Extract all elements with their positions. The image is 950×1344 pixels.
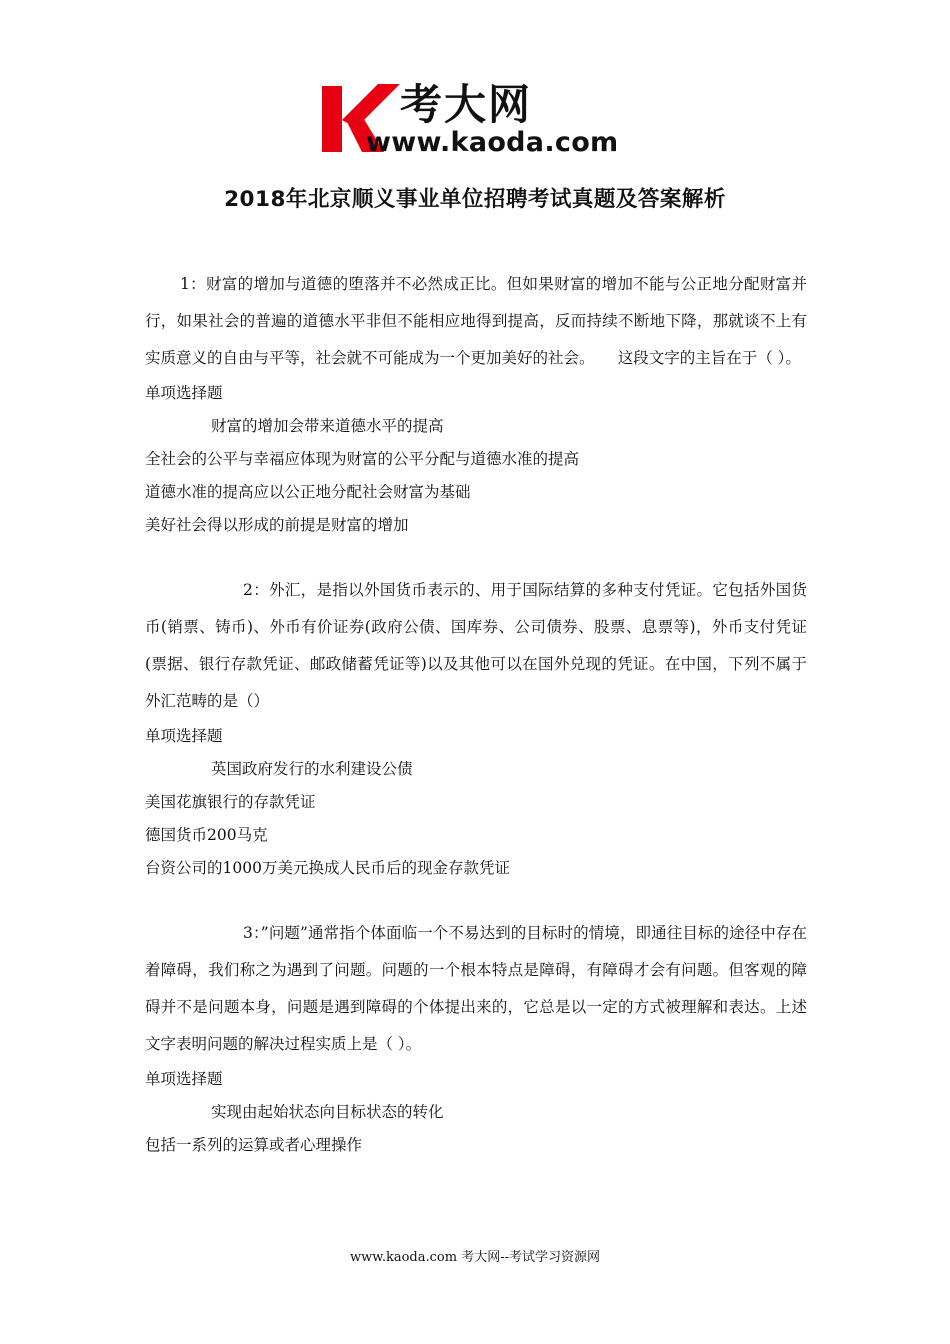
option-a: 实现由起始状态向目标状态的转化 (211, 1103, 444, 1121)
page-title: 2018年北京顺义事业单位招聘考试真题及答案解析 (224, 187, 726, 212)
question-list (145, 266, 807, 1162)
logo-url: www.kaoda.com (366, 127, 619, 158)
question-3 (145, 915, 807, 1162)
page-footer: www.kaoda.com 考大网--考试学习资源网 (350, 1250, 600, 1265)
question-type: 单项选择题 (145, 727, 223, 745)
question-text: 1：财富的增加与道德的堕落并不必然成正比。但如果财富的增加不能与公正地分配财富并行，如果社会的普遍的道德水平非但不能相应地得到提高，反而持续不断地下降，那就谈不上有实质意义的自由与平等，社会就不可能成为一个更加美好的社会。 这段文字的主旨在于（ ）。 (145, 275, 807, 367)
question-text: 2：外汇，是指以外国货币表示的、用于国际结算的多种支付凭证。它包括外国货币(销票、铸币)、外币有价证券(政府公债、国库券、公司债券、股票、息票等)，外币支付凭证(票据、银行存款凭证、邮政储蓄凭证等)以及其他可以在国外兑现的凭证。在中国，下列不属于外汇范畴的是（） (145, 581, 807, 710)
option-b: 全社会的公平与幸福应体现为财富的公平分配与道德水准的提高 (145, 450, 580, 468)
question-1 (145, 266, 807, 542)
question-text: 3：”问题”通常指个体面临一个不易达到的目标时的情境，即通往目标的途径中存在着障碍，我们称之为遇到了问题。问题的一个根本特点是障碍，有障碍才会有问题。但客观的障碍并不是问题本身，问题是遇到障碍的个体提出来的，它总是以一定的方式被理解和表达。上述文字表明问题的解决过程实质上是（ ）。 (145, 924, 807, 1053)
option-b: 包括一系列的运算或者心理操作 (145, 1136, 363, 1154)
option-c: 德国货币200马克 (145, 826, 268, 844)
option-a: 英国政府发行的水利建设公债 (211, 760, 413, 778)
question-type: 单项选择题 (145, 384, 223, 402)
option-d: 台资公司的1000万美元换成人民币后的现金存款凭证 (145, 859, 510, 877)
option-d: 美好社会得以形成的前提是财富的增加 (145, 516, 409, 534)
kaoda-logo (318, 80, 638, 160)
logo-chinese-name: 考大网 (400, 80, 533, 129)
spacer (145, 542, 807, 572)
spacer (145, 885, 807, 915)
option-b: 美国花旗银行的存款凭证 (145, 793, 316, 811)
option-a: 财富的增加会带来道德水平的提高 (211, 417, 444, 435)
question-2 (145, 572, 807, 885)
option-c: 道德水准的提高应以公正地分配社会财富为基础 (145, 483, 471, 501)
question-type: 单项选择题 (145, 1070, 223, 1088)
